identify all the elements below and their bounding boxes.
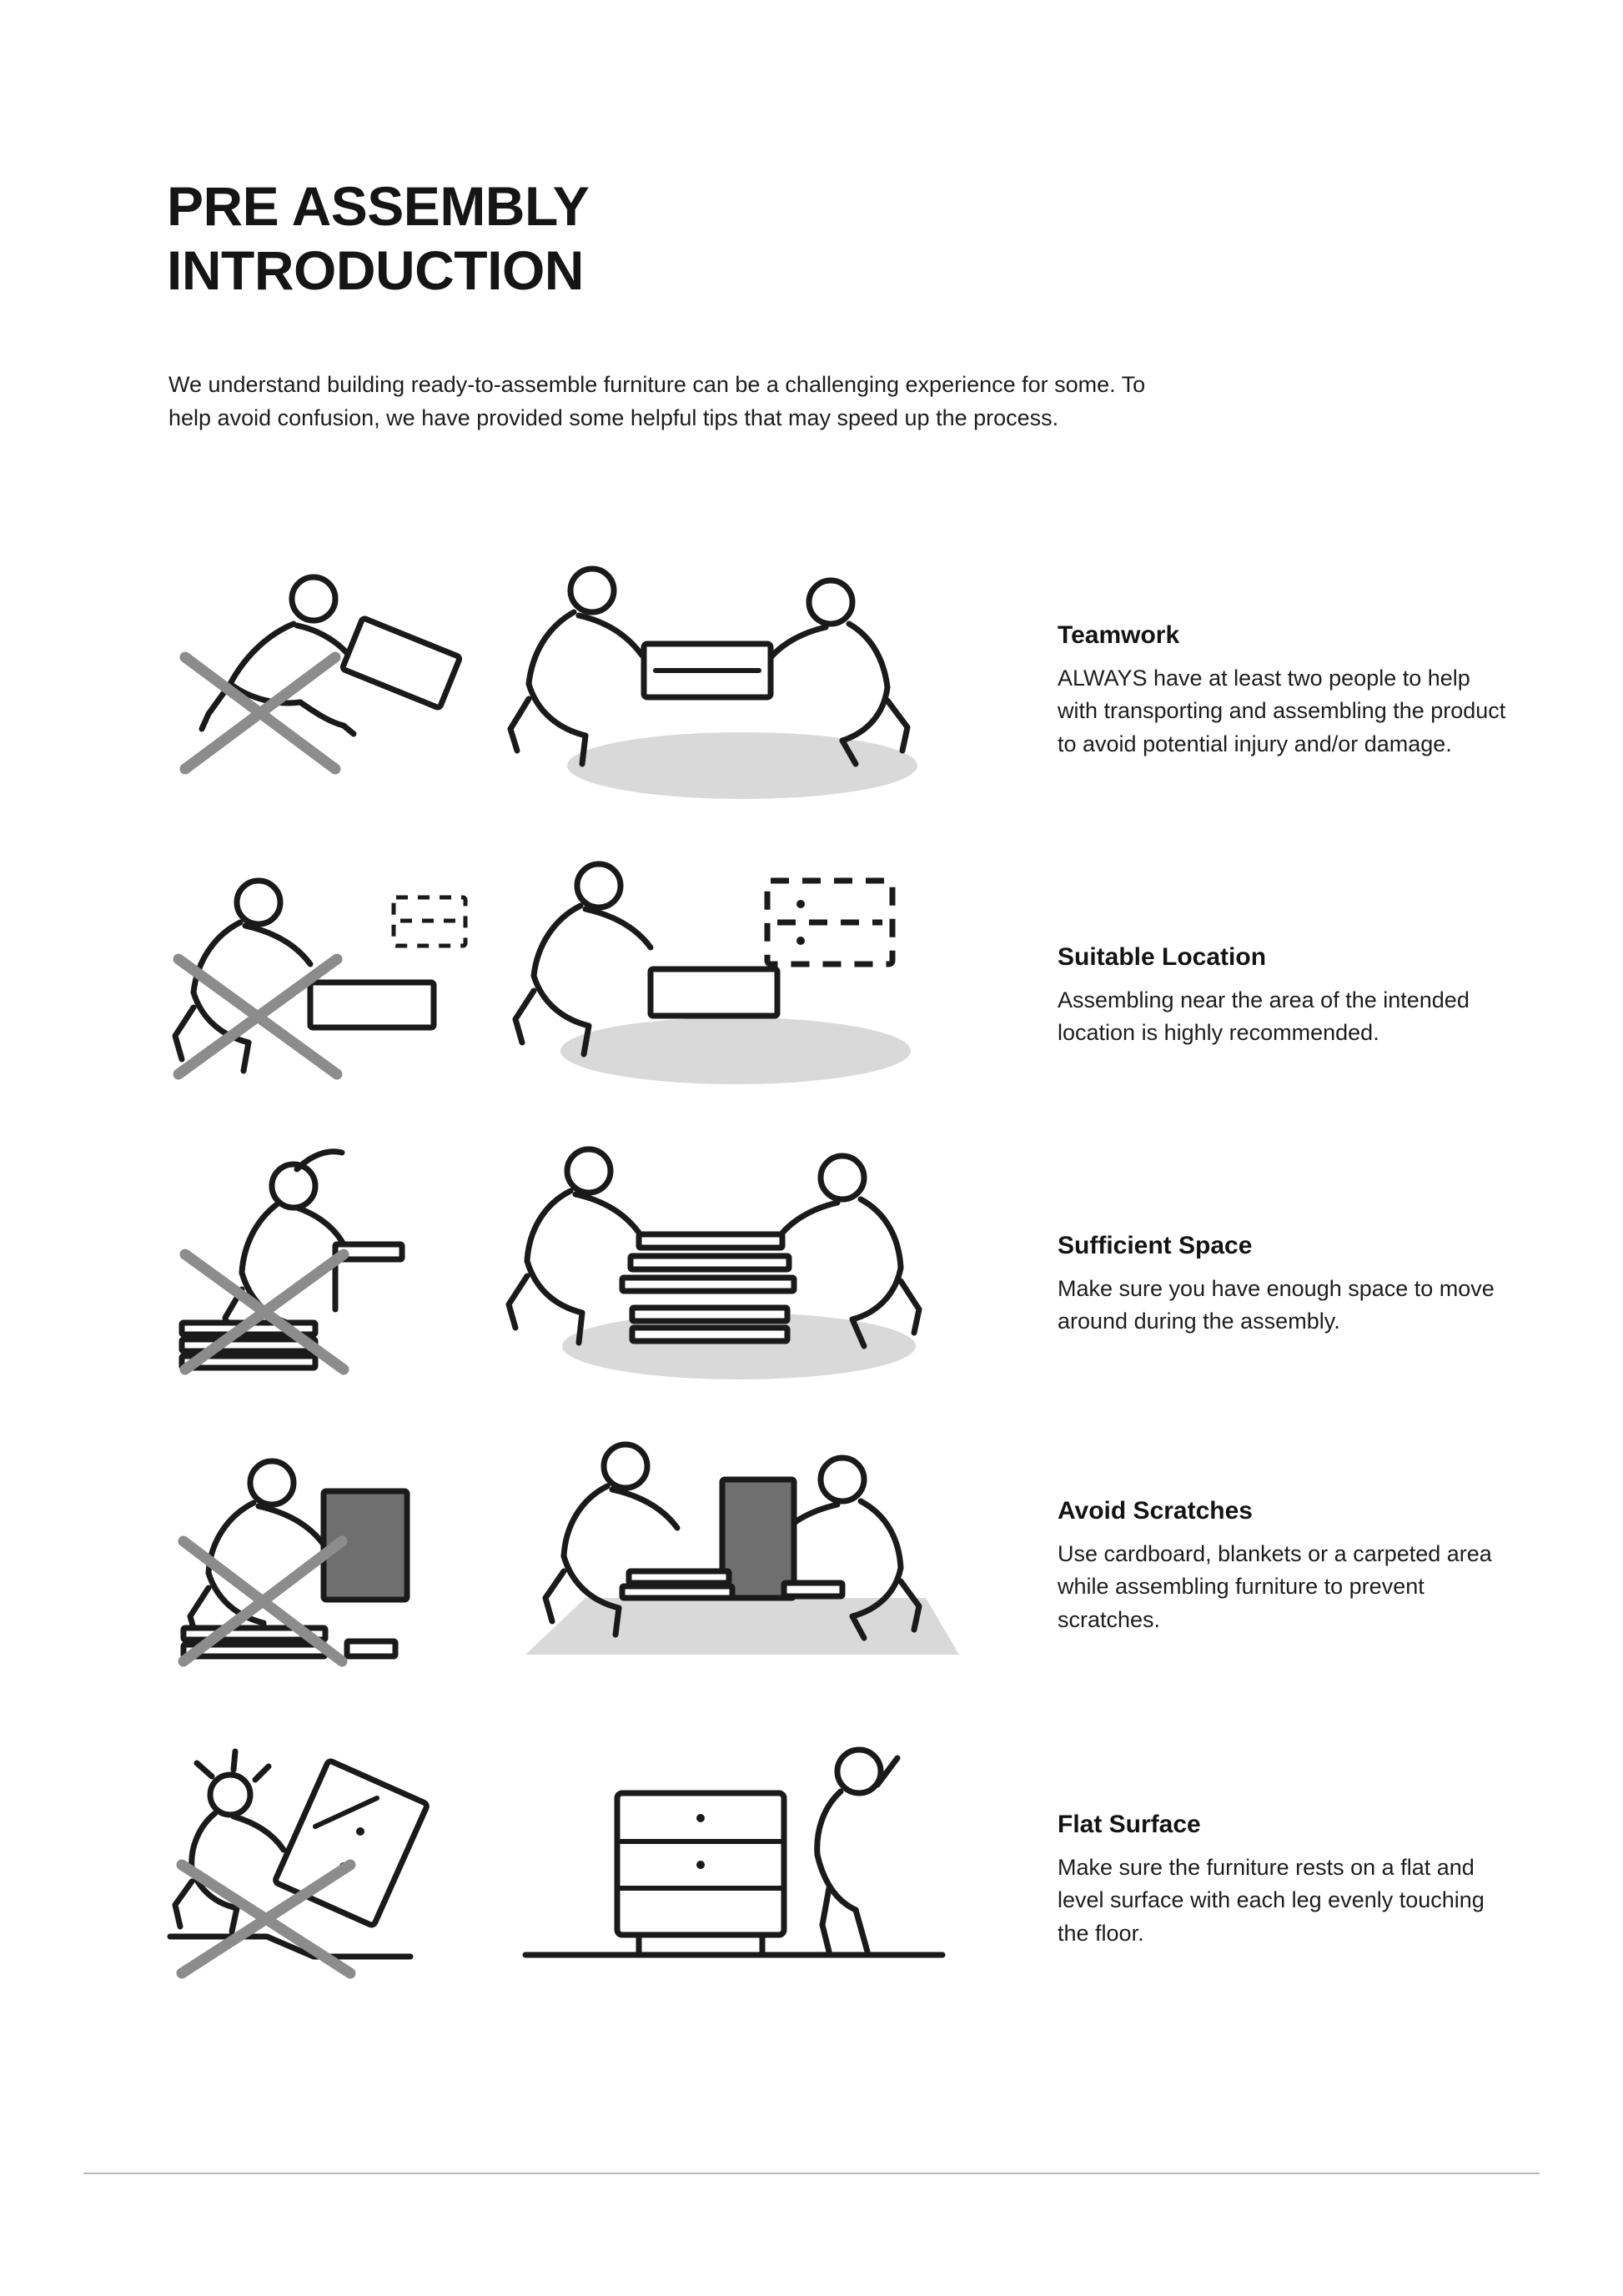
tip-illustrations [142,1138,1051,1431]
tip-body: Assembling near the area of the intended location is highly recommended. [1058,987,1470,1046]
person-assembling-far-from-location-icon [150,852,484,1111]
tip-title: Suitable Location [1058,943,1267,971]
tip-title: Flat Surface [1058,1811,1201,1838]
tip-text [1058,942,1508,1050]
furniture-tipping-on-uneven-surface-icon [150,1733,484,1992]
tip-illustrations [142,844,1051,1138]
assembly-on-blanket-icon [492,1431,959,1706]
tip-body: Make sure you have enough space to move around during the assembly. [1058,1276,1495,1334]
tip-illustrations [142,1431,1051,1725]
page-title [167,174,1001,303]
furniture-level-on-flat-surface-icon [492,1725,959,2000]
tip-body: Make sure the furniture rests on a flat and level surface with each leg evenly touching the floor. [1058,1855,1485,1946]
tip-title: Sufficient Space [1058,1232,1253,1259]
tip-title: Avoid Scratches [1058,1497,1253,1525]
tip-text [1058,1496,1508,1636]
tip-row-suitable-location [0,844,1623,1138]
title-line-2: INTRODUCTION [167,239,584,302]
footer-divider [83,2173,1540,2174]
person-assembling-near-location-icon [492,844,959,1119]
tip-text [1058,1810,1508,1950]
tip-title: Teamwork [1058,621,1180,649]
intro-paragraph: We understand building ready-to-assemble furniture can be a challenging experience for some. To help avoid confusion, we have provided some helpful tips that may speed up the process. [168,372,1146,430]
tip-row-avoid-scratches [0,1431,1623,1725]
assembly-on-bare-floor-icon [150,1439,484,1698]
tip-text [1058,1231,1508,1339]
tip-body: Use cardboard, blankets or a carpeted area while assembling furniture to prevent scratches. [1058,1541,1492,1632]
two-people-open-space-icon [492,1138,959,1413]
two-people-carrying-panel-icon [492,550,959,826]
tip-row-flat-surface [0,1725,1623,2018]
tip-illustrations [142,550,1051,844]
title-line-1: PRE ASSEMBLY [167,175,590,238]
tip-illustrations [142,1725,1051,2018]
tip-body: ALWAYS have at least two people to help with transporting and assembling the product to avoid potential injury and/or damage. [1058,666,1506,756]
tip-text [1058,620,1508,761]
person-carrying-panel-alone-icon [150,559,484,817]
person-cramped-space-icon [150,1146,484,1404]
tip-row-sufficient-space [0,1138,1623,1431]
tip-row-teamwork [0,550,1623,844]
tips-list [0,550,1623,2018]
